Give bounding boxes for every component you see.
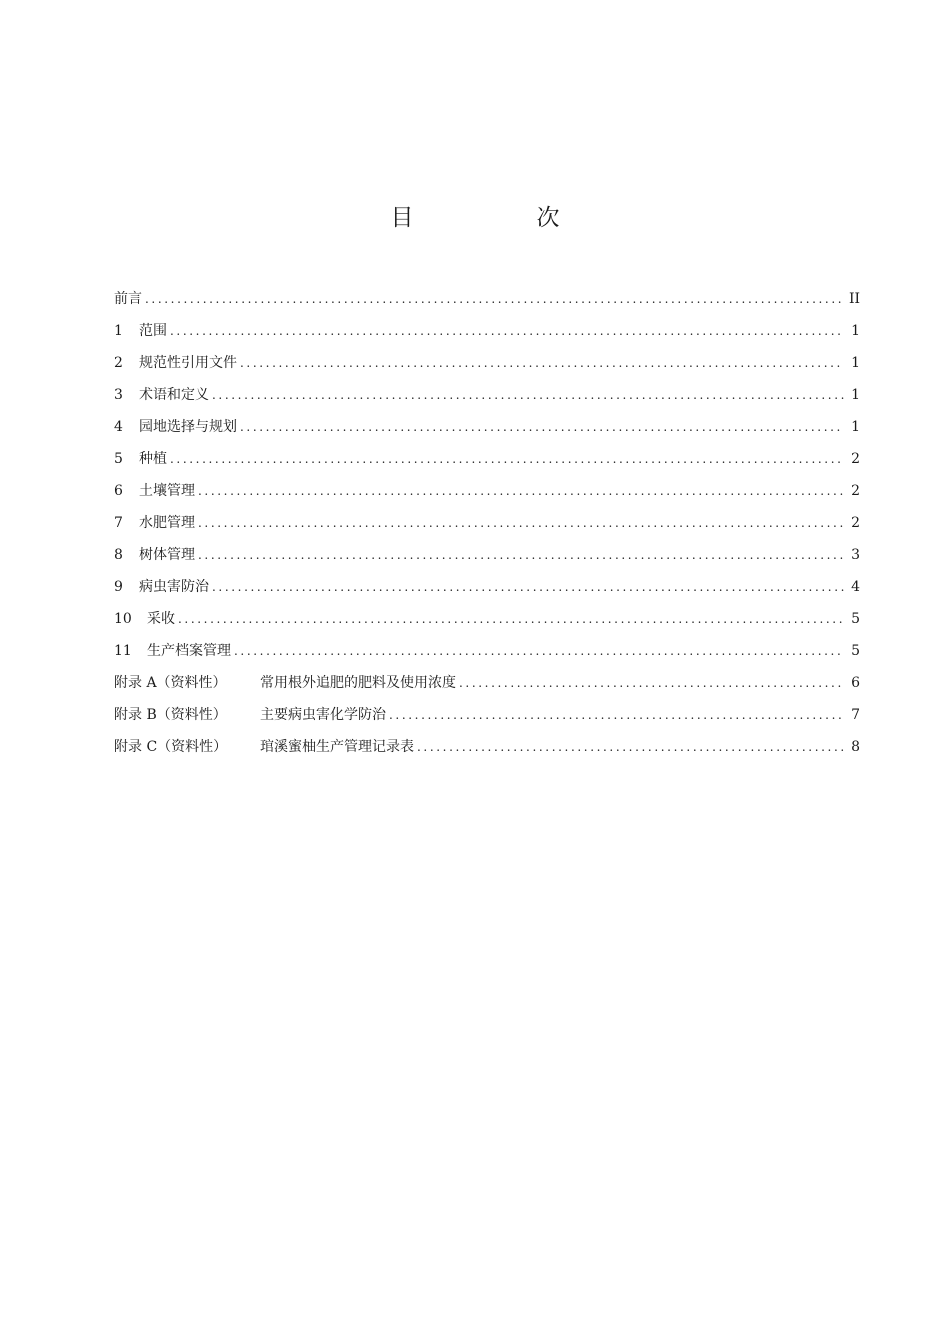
toc-leader-dots bbox=[198, 475, 844, 507]
toc-entry-page: 2 bbox=[851, 483, 860, 499]
toc-leader-dots bbox=[178, 603, 844, 635]
toc-entry-pest-control[interactable] bbox=[114, 571, 860, 603]
toc-leader-dots bbox=[212, 379, 844, 411]
toc-entry-page: II bbox=[848, 291, 860, 307]
toc-leader-dots bbox=[198, 507, 844, 539]
toc-entry-page: 8 bbox=[851, 739, 860, 755]
toc-entry-page: 1 bbox=[851, 387, 860, 403]
toc-entry-number: 8 bbox=[114, 547, 123, 563]
toc-title: 目 次 bbox=[390, 205, 610, 231]
toc-entry-harvest[interactable] bbox=[114, 603, 860, 635]
toc-entry-label: 范围 bbox=[139, 323, 167, 339]
toc-entry-foreword[interactable] bbox=[114, 283, 860, 315]
toc-leader-dots bbox=[234, 635, 844, 667]
toc-entry-label: 生产档案管理 bbox=[147, 643, 231, 659]
toc-entry-page: 1 bbox=[851, 323, 860, 339]
toc-entry-label: 水肥管理 bbox=[139, 515, 195, 531]
toc-entry-label: 树体管理 bbox=[139, 547, 195, 563]
toc-entry-number: 附录 C（资料性） bbox=[114, 739, 228, 755]
toc-leader-dots bbox=[145, 283, 844, 315]
toc-entry-page: 5 bbox=[851, 611, 860, 627]
toc-entry-water-fertilizer[interactable] bbox=[114, 507, 860, 539]
toc-entry-number: 5 bbox=[114, 451, 123, 467]
toc-leader-dots bbox=[170, 315, 844, 347]
toc-entry-site-selection[interactable] bbox=[114, 411, 860, 443]
toc-leader-dots bbox=[389, 699, 844, 731]
toc-entry-page: 5 bbox=[851, 643, 860, 659]
toc-leader-dots bbox=[240, 411, 844, 443]
toc-entry-tree-management[interactable] bbox=[114, 539, 860, 571]
toc-leader-dots bbox=[459, 667, 844, 699]
toc-entry-label: 园地选择与规划 bbox=[139, 419, 237, 435]
toc-entry-number: 4 bbox=[114, 419, 123, 435]
toc-entry-number: 9 bbox=[114, 579, 123, 595]
toc-entry-appendix-a[interactable] bbox=[114, 667, 860, 699]
toc-entry-label: 术语和定义 bbox=[139, 387, 209, 403]
toc-entry-number: 6 bbox=[114, 483, 123, 499]
toc-entry-page: 2 bbox=[851, 515, 860, 531]
toc-entry-label: 规范性引用文件 bbox=[139, 355, 237, 371]
toc-entry-page: 6 bbox=[851, 675, 860, 691]
toc-entry-planting[interactable] bbox=[114, 443, 860, 475]
toc-entry-number: 附录 A（资料性） bbox=[114, 675, 227, 691]
toc-leader-dots bbox=[170, 443, 844, 475]
toc-entry-production-records[interactable] bbox=[114, 635, 860, 667]
toc-entry-page: 3 bbox=[851, 547, 860, 563]
toc-entry-appendix-b[interactable] bbox=[114, 699, 860, 731]
toc-list bbox=[114, 283, 860, 763]
toc-entry-soil-management[interactable] bbox=[114, 475, 860, 507]
toc-entry-page: 7 bbox=[851, 707, 860, 723]
toc-entry-terms-definitions[interactable] bbox=[114, 379, 860, 411]
toc-leader-dots bbox=[198, 539, 844, 571]
toc-entry-number: 3 bbox=[114, 387, 123, 403]
toc-entry-label: 病虫害防治 bbox=[139, 579, 209, 595]
toc-entry-scope[interactable] bbox=[114, 315, 860, 347]
toc-entry-page: 4 bbox=[851, 579, 860, 595]
toc-entry-page: 1 bbox=[851, 355, 860, 371]
toc-entry-number: 1 bbox=[114, 323, 123, 339]
toc-entry-label: 前言 bbox=[114, 291, 142, 307]
toc-entry-appendix-c[interactable] bbox=[114, 731, 860, 763]
toc-leader-dots bbox=[240, 347, 844, 379]
toc-entry-page: 2 bbox=[851, 451, 860, 467]
toc-leader-dots bbox=[212, 571, 844, 603]
toc-entry-normative-references[interactable] bbox=[114, 347, 860, 379]
toc-entry-number: 10 bbox=[114, 611, 132, 627]
toc-entry-label: 采收 bbox=[147, 611, 175, 627]
toc-entry-label: 常用根外追肥的肥料及使用浓度 bbox=[260, 675, 456, 691]
toc-entry-page: 1 bbox=[851, 419, 860, 435]
toc-entry-label: 主要病虫害化学防治 bbox=[260, 707, 386, 723]
toc-entry-label: 琯溪蜜柚生产管理记录表 bbox=[260, 739, 414, 755]
toc-entry-number: 附录 B（资料性） bbox=[114, 707, 227, 723]
toc-entry-label: 种植 bbox=[139, 451, 167, 467]
toc-entry-number: 2 bbox=[114, 355, 123, 371]
toc-entry-number: 11 bbox=[114, 643, 132, 659]
toc-entry-label: 土壤管理 bbox=[139, 483, 195, 499]
toc-entry-number: 7 bbox=[114, 515, 123, 531]
toc-leader-dots bbox=[417, 731, 844, 763]
